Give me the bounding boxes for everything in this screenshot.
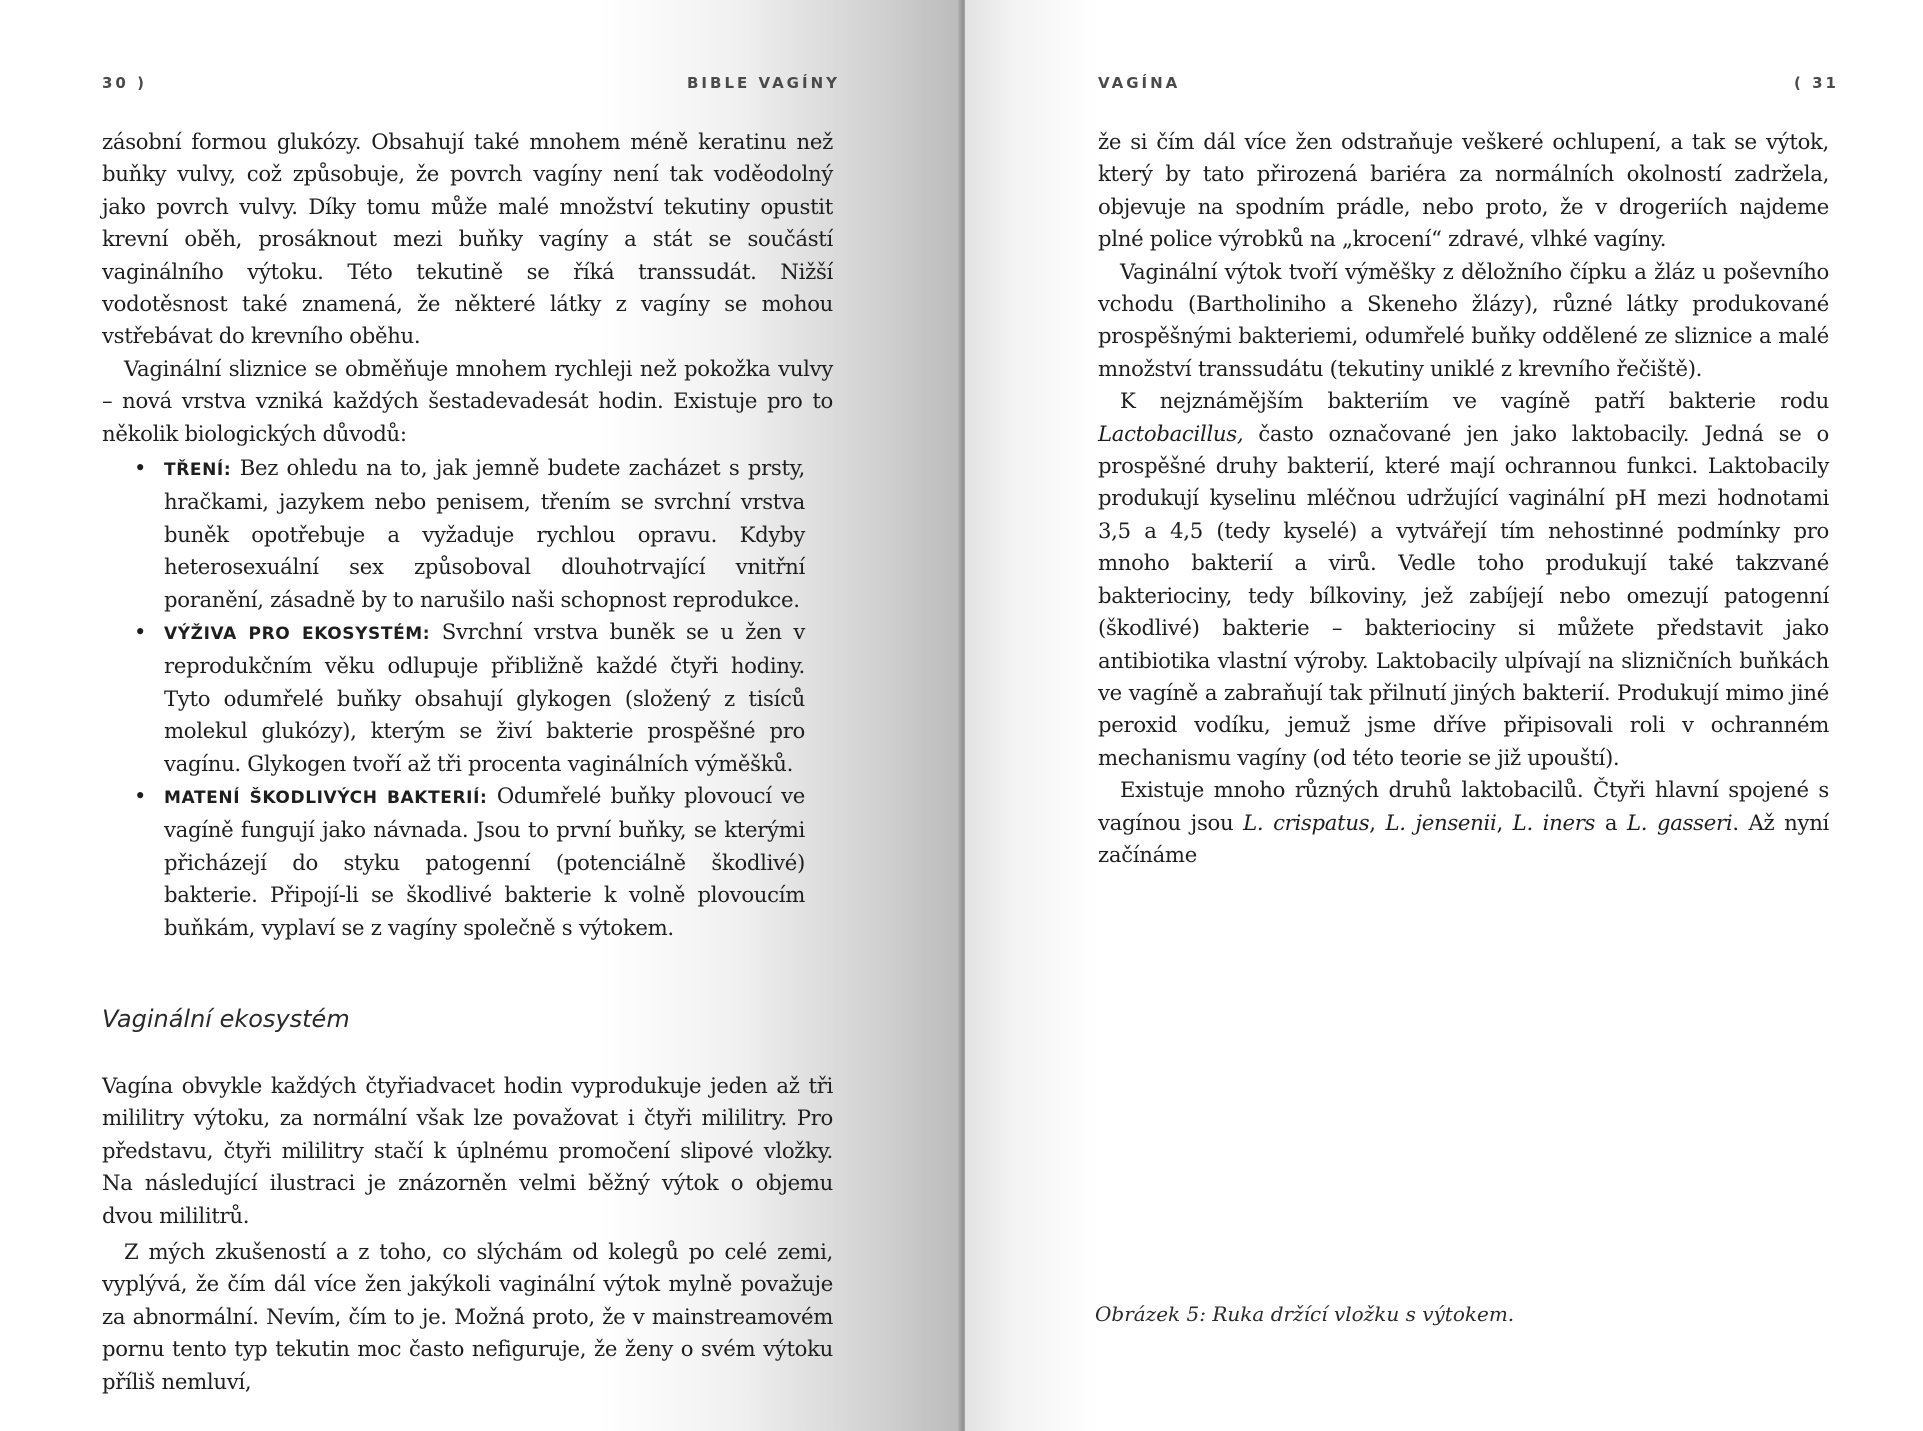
species-name: L. gasseri [1627,809,1733,835]
bullet-dot-icon: • [134,620,147,645]
bullet-term: VÝŽIVA PRO EKOSYSTÉM: [164,624,431,645]
species-name: L. crispatus [1243,809,1370,835]
bullet-list-block [102,452,805,944]
section-heading: Vaginální ekosystém [102,1005,350,1033]
right-paragraph-4-start: Existuje mnoho různých druhů laktobacilů. Čtyři hlavní spojené s vagínou jsou [1098,777,1829,835]
species-separator: a [1595,809,1628,835]
right-text-block [1098,126,1829,871]
right-page [965,0,1923,1431]
bullet-dot-icon: • [134,784,147,809]
left-paragraph-1: zásobní formou glukózy. Obsahují také mnohem méně keratinu než buňky vulvy, což způsobuje, že povrch vagíny není tak voděodolný jako povrch vulvy. Díky tomu může malé množství tekutiny opustit krevní oběh, prosáknout mezi buňky vagíny a stát se součástí vaginálního výtoku. Této tekutině se říká transsudát. Nižší vodotěsnost také znamená, že některé látky z vagíny se mohou vstřebávat do krevního oběhu. [102,129,833,349]
left-page-number: 30 ) [102,74,147,92]
right-page-number: ( 31 [1794,74,1839,92]
right-paragraph-3-start: K nejznámějším bakteriím ve vagíně patří bakterie rodu [1120,388,1829,414]
left-text-block-top [102,126,833,450]
left-text-block-bottom [102,1070,833,1398]
species-separator: , [1369,809,1386,835]
left-running-title: BIBLE VAGÍNY [687,74,840,92]
right-running-title: VAGÍNA [1098,74,1181,92]
left-paragraph-2: Vaginální sliznice se obměňuje mnohem rychleji než pokožka vulvy – nová vrstva vzniká každých šestadevadesát hodin. Existuje pro to několik biologických důvodů: [102,355,833,446]
species-name: L. jensenii [1385,809,1497,835]
left-paragraph-3: Vagína obvykle každých čtyřiadvacet hodin vyprodukuje jeden až tři mililitry výtoku, za normální však lze považovat i čtyři mililitry. Pro představu, čtyři mililitry stačí k úplnému promočení slipové vložky. Na následující ilustraci je znázorněn velmi běžný výtok o objemu dvou mililitrů. [102,1073,833,1228]
bullet-list [102,452,805,944]
species-name: L. iners [1512,809,1596,835]
bullet-text: Svrchní vrstva buněk se u žen v reprodukčním věku odlupuje přibližně každé čtyři hodiny. Tyto odumřelé buňky obsahují glykogen (složený z tisíců molekul glukózy), kterým se živí bakterie prospěšné pro vagínu. Glykogen tvoří až tři procenta vaginálních výměšků. [164,619,805,776]
right-paragraph-3 [1098,385,1829,774]
figure-caption: Obrázek 5: Ruka držící vložku s výtokem. [1095,1302,1515,1326]
species-separator: , [1496,809,1513,835]
bullet-term: MATENÍ ŠKODLIVÝCH BAKTERIÍ: [164,788,488,809]
genus-name: Lactobacillus, [1098,420,1244,446]
right-paragraph-2: Vaginální výtok tvoří výměšky z děložního čípku a žláz u poševního vchodu (Bartholiniho a Skeneho žlázy), různé látky produkované prospěšnými bakteriemi, odumřelé buňky oddělené ze sliznice a malé množství transsudátu (tekutiny uniklé z krevního řečiště). [1098,258,1829,381]
list-item [102,616,805,780]
list-item [102,452,805,616]
right-paragraph-3-rest: často označované jen jako laktobacily. Jedná se o prospěšné druhy bakterií, které mají ochrannou funkci. Laktobacily produkují kyselinu mléčnou udržující vaginální pH mezi hodnotami 3,5 a 4,5 (tedy kyselé) a vytvářejí tím nehostinné podmínky pro mnoho bakterií a virů. Vedle toho produkují také takzvané bakteriociny, tedy bílkoviny, jež zabíjejí nebo omezují patogenní (škodlivé) bakterie – bakteriociny si můžete představit jako antibiotika vlastní výroby. Laktobacily ulpívají na slizničních buňkách ve vagíně a zabraňují tak přilnutí jiných bakterií. Produkují mimo jiné peroxid vodíku, jemuž jsme dříve připisovali roli v ochranném mechanismu vagíny (od této teorie se již upouští). [1098,420,1829,770]
right-paragraph-1: že si čím dál více žen odstraňuje veškeré ochlupení, a tak se výtok, který by tato přirozená bariéra za normálních okolností zadržela, objevuje na spodním prádle, nebo proto, že v drogeriích najdeme plné police výrobků na „krocení“ zdravé, vlhké vagíny. [1098,129,1829,252]
list-item [102,780,805,944]
right-paragraph-4 [1098,774,1829,871]
bullet-term: TŘENÍ: [164,460,232,480]
bullet-text: Odumřelé buňky plovoucí ve vagíně fungují jako návnada. Jsou to první buňky, se kterými přicházejí do styku patogenní (potenciálně škodlivé) bakterie. Připojí-li se škodlivé bakterie k volně plovoucím buňkám, vyplaví se z vagíny společně s výtokem. [164,783,806,940]
bullet-text: Bez ohledu na to, jak jemně budete zacházet s prsty, hračkami, jazykem nebo penisem, třením se svrchní vrstva buněk opotřebuje a vyžaduje rychlou opravu. Kdyby heterosexuální sex způsoboval dlouhotrvající vnitřní poranění, zásadně by to narušilo naši schopnost reprodukce. [164,455,805,612]
bullet-dot-icon: • [134,456,147,480]
left-paragraph-4: Z mých zkušeností a z toho, co slýchám od kolegů po celé zemi, vyplývá, že čím dál více žen jakýkoli vaginální výtok mylně považuje za abnormální. Nevím, čím to je. Možná proto, že v mainstreamovém pornu tento typ tekutin moc často nefiguruje, že ženy o svém výtoku příliš nemluví, [102,1239,833,1394]
right-paragraph-4-end: . Až nyní začínáme [1098,809,1830,867]
